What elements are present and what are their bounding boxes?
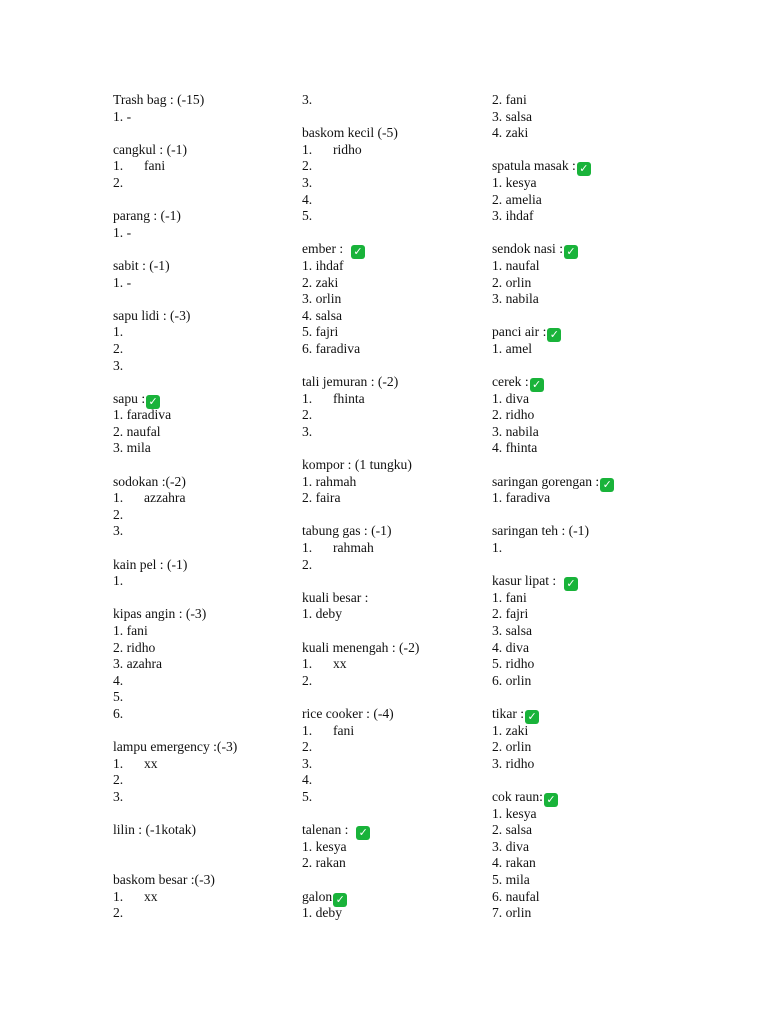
text-line xyxy=(492,855,672,872)
text-line xyxy=(492,125,672,142)
line-text: 2. xyxy=(302,556,313,572)
blank-line xyxy=(113,374,293,391)
text-line xyxy=(302,324,482,341)
check-mark-icon: ✓ xyxy=(525,710,539,724)
text-line xyxy=(492,241,672,258)
line-text: 5. xyxy=(302,208,313,224)
blank-line xyxy=(113,291,293,308)
line-text: parang : (-1) xyxy=(113,208,181,224)
line-text: cangkul : (-1) xyxy=(113,141,187,157)
line-text: 7. orlin xyxy=(492,905,532,921)
line-text: 1. - xyxy=(113,108,132,124)
line-text: 5. mila xyxy=(492,871,530,887)
line-text: 2. xyxy=(113,340,124,356)
text-line xyxy=(492,109,672,126)
text-line xyxy=(113,905,293,922)
text-line xyxy=(113,175,293,192)
blank-line xyxy=(492,142,672,159)
line-text: talenan : xyxy=(302,822,356,838)
blank-line xyxy=(113,723,293,740)
line-text: 2. orlin xyxy=(492,274,532,290)
text-line xyxy=(113,573,293,590)
text-line xyxy=(492,739,672,756)
line-text: 2. xyxy=(113,905,124,921)
text-line xyxy=(302,490,482,507)
text-line xyxy=(302,258,482,275)
line-text: 2. xyxy=(113,174,124,190)
line-text: sapu lidi : (-3) xyxy=(113,307,191,323)
line-text: 1. kesya xyxy=(492,805,537,821)
text-line xyxy=(113,739,293,756)
numbered-item xyxy=(302,540,482,557)
line-text: 3. diva xyxy=(492,838,529,854)
line-text: 3. ihdaf xyxy=(492,208,534,224)
check-mark-icon: ✓ xyxy=(600,478,614,492)
text-line xyxy=(492,656,672,673)
text-line xyxy=(492,291,672,308)
text-line xyxy=(492,258,672,275)
item-number: 1. xyxy=(302,722,313,738)
line-text: 3. xyxy=(302,174,313,190)
line-text: 3. ridho xyxy=(492,755,535,771)
item-number: 1. xyxy=(302,656,313,672)
text-line xyxy=(492,606,672,623)
line-text: 2. fajri xyxy=(492,606,529,622)
line-text: 1. ihdaf xyxy=(302,257,344,273)
line-text: spatula masak : xyxy=(492,158,576,174)
line-text: 2. xyxy=(302,407,313,423)
line-text: 1. fani xyxy=(492,589,527,605)
blank-line xyxy=(492,689,672,706)
line-text: ember : xyxy=(302,241,350,257)
blank-line xyxy=(113,590,293,607)
text-line xyxy=(302,606,482,623)
blank-line xyxy=(113,806,293,823)
check-mark-icon: ✓ xyxy=(530,378,544,392)
line-text: 1. fani xyxy=(113,623,148,638)
line-text: lampu emergency :(-3) xyxy=(113,739,238,755)
line-text: 6. faradiva xyxy=(302,340,361,356)
blank-line xyxy=(302,358,482,375)
item-number: 1. xyxy=(302,141,313,157)
line-text: 2. rakan xyxy=(302,855,346,871)
numbered-item xyxy=(302,656,482,673)
line-text: 6. orlin xyxy=(492,672,532,688)
text-line xyxy=(113,507,293,524)
text-line xyxy=(302,772,482,789)
line-text: 1. deby xyxy=(302,905,343,921)
numbered-item xyxy=(302,142,482,159)
line-text: kuali besar : xyxy=(302,589,369,605)
numbered-item xyxy=(302,391,482,408)
numbered-item xyxy=(113,756,293,773)
line-text: 1. faradiva xyxy=(113,407,172,423)
text-line xyxy=(302,374,482,391)
check-mark-icon: ✓ xyxy=(146,395,160,409)
line-text: 1. deby xyxy=(302,606,343,622)
line-text: 3. mila xyxy=(113,440,151,456)
text-line xyxy=(302,640,482,657)
text-line xyxy=(302,192,482,209)
text-line xyxy=(113,258,293,275)
line-text: 1. rahmah xyxy=(302,473,357,489)
numbered-item xyxy=(302,723,482,740)
line-text: 2. xyxy=(302,158,313,174)
line-text: 5. xyxy=(302,788,313,804)
text-line xyxy=(492,573,672,590)
text-line xyxy=(302,407,482,424)
item-number: 1. xyxy=(113,490,124,506)
line-text: tabung gas : (-1) xyxy=(302,523,392,539)
line-text: 4. xyxy=(302,772,313,788)
line-text: 4. diva xyxy=(492,639,529,655)
blank-line xyxy=(302,109,482,126)
text-line xyxy=(302,341,482,358)
check-mark-icon: ✓ xyxy=(356,826,370,840)
line-text: 4. rakan xyxy=(492,855,536,871)
text-line xyxy=(492,374,672,391)
line-text: 4. zaki xyxy=(492,125,529,141)
line-text: azzahra xyxy=(144,490,186,506)
blank-line xyxy=(492,308,672,325)
text-line xyxy=(113,706,293,723)
blank-line xyxy=(302,225,482,242)
text-line xyxy=(492,889,672,906)
line-text: 2. faira xyxy=(302,490,341,506)
text-line xyxy=(302,706,482,723)
line-text: fani xyxy=(144,158,166,174)
text-line xyxy=(302,241,482,258)
text-line xyxy=(113,822,293,839)
item-number: 1. xyxy=(302,390,313,406)
line-text: sendok nasi : xyxy=(492,241,563,257)
text-line xyxy=(492,407,672,424)
blank-line xyxy=(492,507,672,524)
line-text: 2. orlin xyxy=(492,739,532,755)
line-text: 5. xyxy=(113,689,124,705)
item-number: 1. xyxy=(302,540,313,556)
line-text: fani xyxy=(333,722,355,738)
column-2 xyxy=(302,92,482,922)
numbered-item xyxy=(113,889,293,906)
text-line xyxy=(492,673,672,690)
blank-line xyxy=(113,855,293,872)
check-mark-icon: ✓ xyxy=(333,893,347,907)
text-line xyxy=(113,474,293,491)
blank-line xyxy=(113,457,293,474)
text-line xyxy=(113,208,293,225)
line-text: 5. ridho xyxy=(492,656,535,672)
text-line xyxy=(113,440,293,457)
line-text: fhinta xyxy=(333,390,365,406)
blank-line xyxy=(492,772,672,789)
line-text: 3. nabila xyxy=(492,291,539,307)
line-text: 2. zaki xyxy=(302,274,339,290)
text-line xyxy=(302,308,482,325)
check-mark-icon: ✓ xyxy=(547,328,561,342)
line-text: tali jemuran : (-2) xyxy=(302,374,399,390)
line-text: saringan gorengan : xyxy=(492,473,600,489)
line-text: 2. ridho xyxy=(492,407,535,423)
text-line xyxy=(492,391,672,408)
line-text: 3. xyxy=(113,788,124,804)
line-text: rice cooker : (-4) xyxy=(302,705,394,721)
line-text: kuali menengah : (-2) xyxy=(302,639,420,655)
line-text: 3. xyxy=(302,92,313,107)
line-text: 1. xyxy=(113,324,124,340)
text-line xyxy=(492,341,672,358)
text-line xyxy=(492,275,672,292)
text-line xyxy=(113,324,293,341)
text-line xyxy=(492,523,672,540)
line-text: 2. ridho xyxy=(113,639,156,655)
text-line xyxy=(113,606,293,623)
line-text: 2. xyxy=(113,772,124,788)
text-line xyxy=(302,855,482,872)
text-line xyxy=(302,291,482,308)
text-line xyxy=(302,275,482,292)
line-text: kain pel : (-1) xyxy=(113,556,188,572)
text-line xyxy=(302,590,482,607)
text-line xyxy=(492,490,672,507)
text-line xyxy=(492,192,672,209)
text-line xyxy=(113,673,293,690)
text-line xyxy=(113,557,293,574)
check-mark-icon: ✓ xyxy=(544,793,558,807)
line-text: 3. xyxy=(302,755,313,771)
text-line xyxy=(302,457,482,474)
text-line xyxy=(302,175,482,192)
text-line xyxy=(113,789,293,806)
line-text: 2. naufal xyxy=(113,423,161,439)
text-line xyxy=(302,474,482,491)
text-line xyxy=(113,407,293,424)
text-line xyxy=(113,109,293,126)
text-line xyxy=(302,208,482,225)
blank-line xyxy=(113,839,293,856)
text-line xyxy=(492,474,672,491)
line-text: 3. salsa xyxy=(492,623,533,638)
line-text: sapu : xyxy=(113,390,146,406)
line-text: Trash bag : (-15) xyxy=(113,92,205,107)
line-text: 4. fhinta xyxy=(492,440,538,456)
text-line xyxy=(302,839,482,856)
text-line xyxy=(113,142,293,159)
text-line xyxy=(492,175,672,192)
item-number: 1. xyxy=(113,158,124,174)
blank-line xyxy=(302,573,482,590)
line-text: baskom kecil (-5) xyxy=(302,125,398,141)
text-line xyxy=(302,673,482,690)
line-text: 3. xyxy=(302,423,313,439)
text-line xyxy=(492,623,672,640)
check-mark-icon: ✓ xyxy=(351,245,365,259)
numbered-item xyxy=(113,490,293,507)
text-line xyxy=(492,839,672,856)
text-line xyxy=(113,424,293,441)
blank-line xyxy=(302,872,482,889)
line-text: 2. xyxy=(302,672,313,688)
line-text: 3. salsa xyxy=(492,108,533,124)
line-text: 3. orlin xyxy=(302,291,342,307)
text-line xyxy=(113,523,293,540)
line-text: 3. xyxy=(113,357,124,373)
text-line xyxy=(492,424,672,441)
line-text: tikar : xyxy=(492,705,525,721)
text-line xyxy=(302,424,482,441)
text-line xyxy=(492,324,672,341)
text-line xyxy=(492,540,672,557)
line-text: kipas angin : (-3) xyxy=(113,606,207,622)
line-text: xx xyxy=(333,656,347,672)
text-line xyxy=(302,905,482,922)
column-3 xyxy=(492,92,672,922)
text-line xyxy=(492,158,672,175)
line-text: 1. xyxy=(113,573,124,589)
line-text: 2. xyxy=(113,506,124,522)
numbered-item xyxy=(113,158,293,175)
line-text: galon xyxy=(302,888,333,904)
line-text: 4. salsa xyxy=(302,307,343,323)
blank-line xyxy=(492,457,672,474)
text-line xyxy=(113,225,293,242)
line-text: 6. naufal xyxy=(492,888,540,904)
blank-line xyxy=(113,241,293,258)
line-text: 1. xyxy=(492,540,503,556)
text-line xyxy=(113,92,293,109)
text-line xyxy=(302,739,482,756)
text-line xyxy=(113,872,293,889)
line-text: panci air : xyxy=(492,324,547,340)
line-text: xx xyxy=(144,755,158,771)
line-text: 1. - xyxy=(113,224,132,240)
blank-line xyxy=(302,623,482,640)
line-text: 5. fajri xyxy=(302,324,339,340)
blank-line xyxy=(113,192,293,209)
line-text: cerek : xyxy=(492,374,529,390)
text-line xyxy=(302,557,482,574)
blank-line xyxy=(302,507,482,524)
line-text: 3. azahra xyxy=(113,656,163,672)
line-text: kasur lipat : xyxy=(492,573,563,589)
text-line xyxy=(492,640,672,657)
text-line xyxy=(492,440,672,457)
line-text: saringan teh : (-1) xyxy=(492,523,590,539)
text-line xyxy=(302,158,482,175)
line-text: 4. xyxy=(302,191,313,207)
text-line xyxy=(302,92,482,109)
text-line xyxy=(302,125,482,142)
line-text: 1. zaki xyxy=(492,722,529,738)
line-text: 3. xyxy=(113,523,124,539)
line-text: 1. - xyxy=(113,274,132,290)
line-text: 2. fani xyxy=(492,92,527,107)
check-mark-icon: ✓ xyxy=(564,577,578,591)
text-line xyxy=(302,523,482,540)
text-line xyxy=(492,723,672,740)
blank-line xyxy=(113,540,293,557)
text-line xyxy=(492,822,672,839)
blank-line xyxy=(302,440,482,457)
text-line xyxy=(492,806,672,823)
text-line xyxy=(492,789,672,806)
text-line xyxy=(113,640,293,657)
line-text: kompor : (1 tungku) xyxy=(302,457,412,473)
text-line xyxy=(492,872,672,889)
line-text: rahmah xyxy=(333,540,374,556)
line-text: 1. faradiva xyxy=(492,490,551,506)
blank-line xyxy=(492,557,672,574)
line-text: 6. xyxy=(113,705,124,721)
blank-line xyxy=(302,806,482,823)
line-text: 2. salsa xyxy=(492,822,533,838)
item-number: 1. xyxy=(113,888,124,904)
text-line xyxy=(492,92,672,109)
text-line xyxy=(492,706,672,723)
line-text: 3. nabila xyxy=(492,423,539,439)
text-line xyxy=(302,756,482,773)
text-line xyxy=(113,308,293,325)
line-text: 2. xyxy=(302,739,313,755)
text-line xyxy=(492,756,672,773)
blank-line xyxy=(302,689,482,706)
text-line xyxy=(302,822,482,839)
text-line xyxy=(113,391,293,408)
line-text: sodokan :(-2) xyxy=(113,473,186,489)
column-1 xyxy=(113,92,293,922)
text-line xyxy=(113,275,293,292)
text-line xyxy=(113,358,293,375)
item-number: 1. xyxy=(113,755,124,771)
text-line xyxy=(113,656,293,673)
text-line xyxy=(113,689,293,706)
text-line xyxy=(492,590,672,607)
text-line xyxy=(113,623,293,640)
blank-line xyxy=(113,125,293,142)
line-text: lilin : (-1kotak) xyxy=(113,822,197,838)
line-text: 4. xyxy=(113,672,124,688)
line-text: cok raun: xyxy=(492,788,543,804)
text-line xyxy=(113,772,293,789)
check-mark-icon: ✓ xyxy=(564,245,578,259)
line-text: 2. amelia xyxy=(492,191,542,207)
line-text: 1. amel xyxy=(492,340,533,356)
blank-line xyxy=(492,358,672,375)
line-text: 1. diva xyxy=(492,390,529,406)
text-line xyxy=(492,208,672,225)
text-line xyxy=(113,341,293,358)
text-line xyxy=(302,789,482,806)
check-mark-icon: ✓ xyxy=(577,162,591,176)
line-text: 1. kesya xyxy=(492,174,537,190)
text-line xyxy=(492,905,672,922)
line-text: sabit : (-1) xyxy=(113,257,170,273)
blank-line xyxy=(492,225,672,242)
line-text: xx xyxy=(144,888,158,904)
line-text: 1. kesya xyxy=(302,838,347,854)
line-text: baskom besar :(-3) xyxy=(113,871,215,887)
line-text: ridho xyxy=(333,141,362,157)
text-line xyxy=(302,889,482,906)
line-text: 1. naufal xyxy=(492,257,540,273)
